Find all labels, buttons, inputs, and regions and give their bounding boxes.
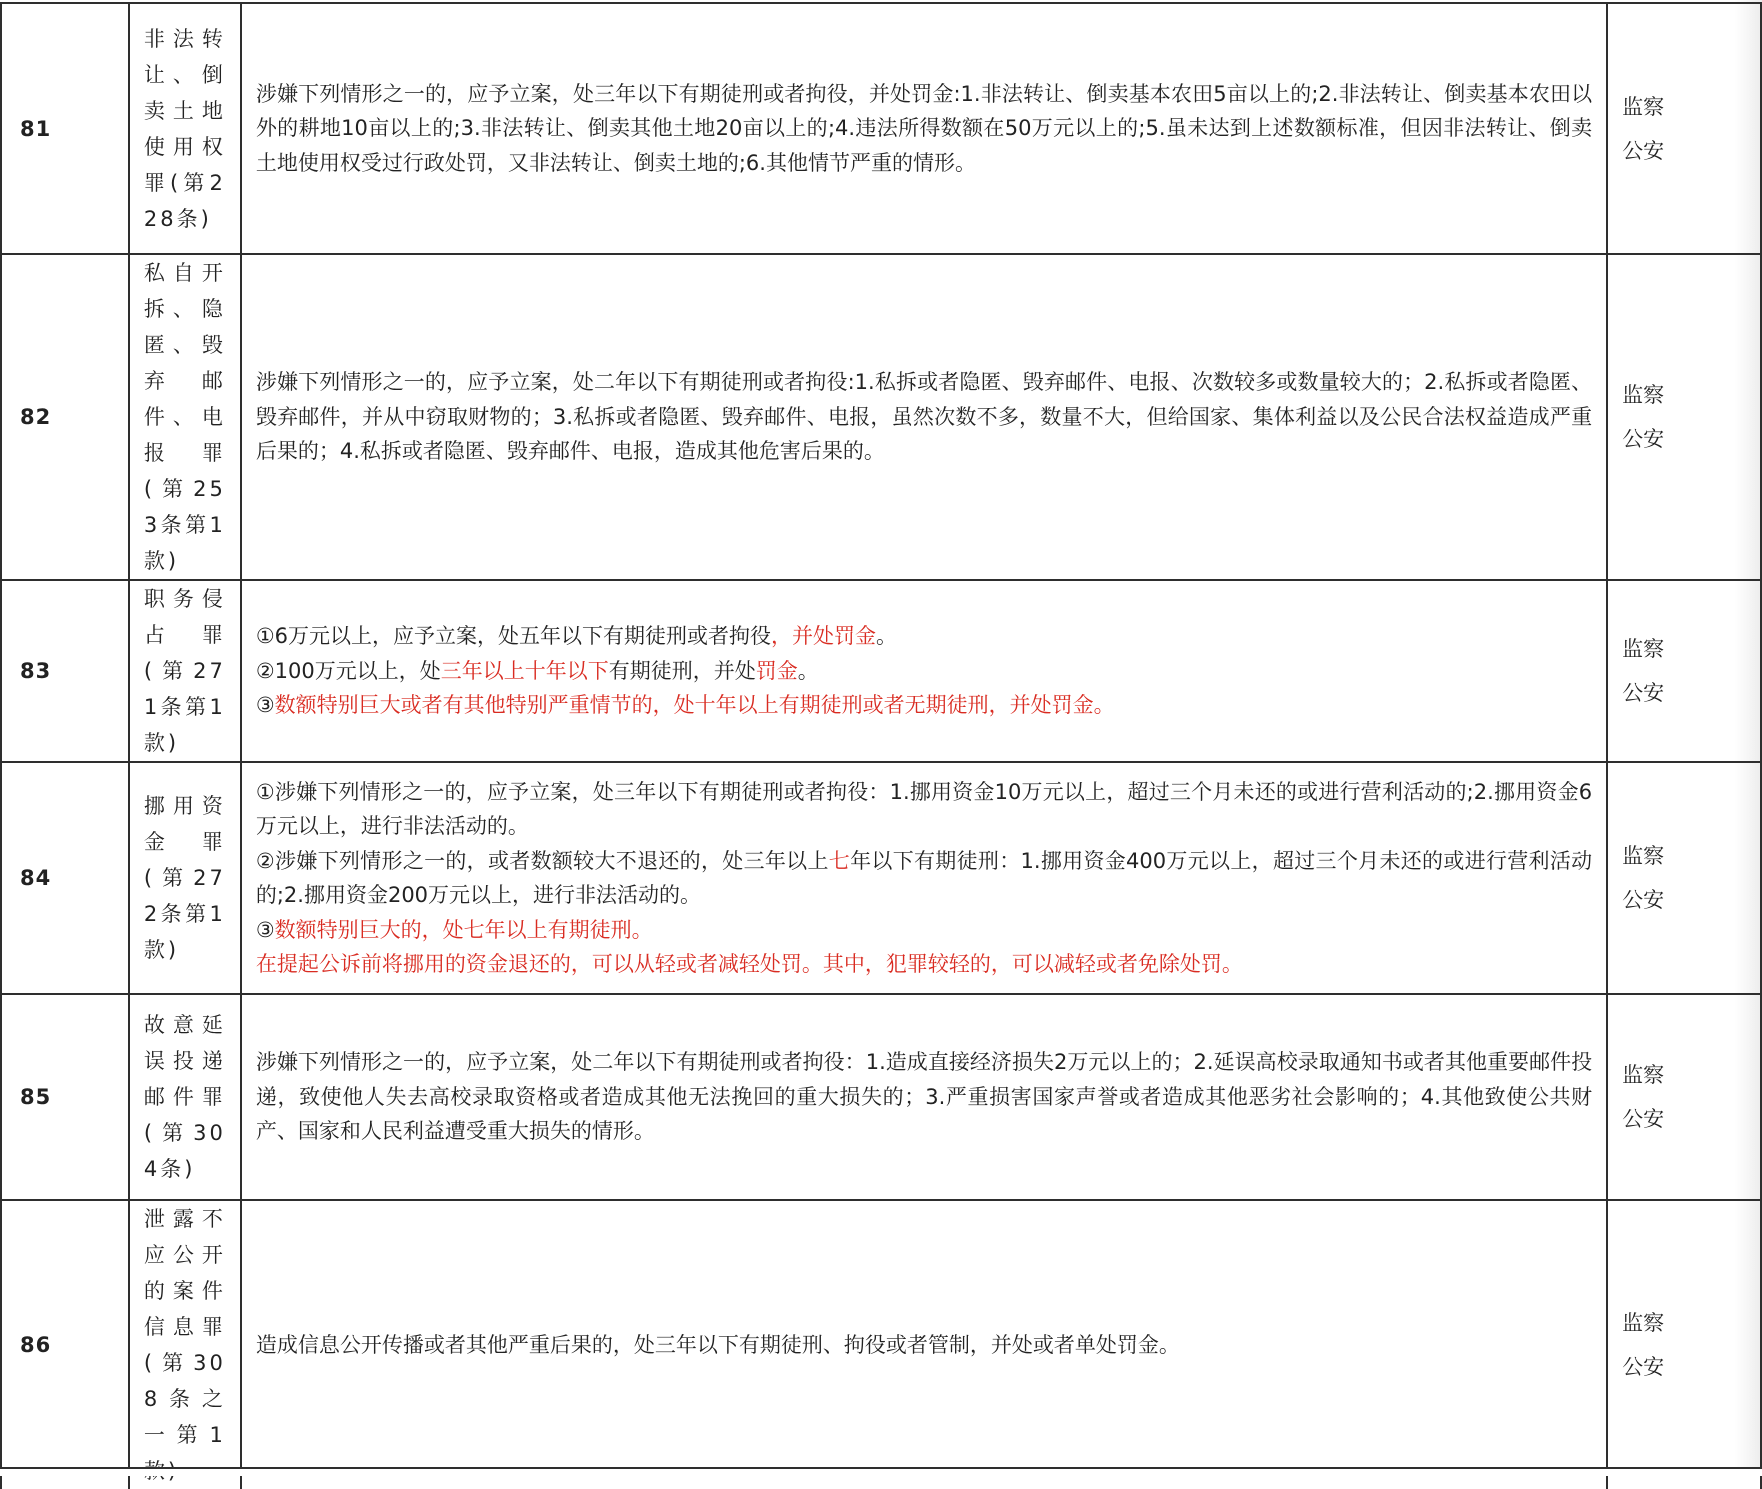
standard-line [256,654,1592,689]
highlighted-text: 数额特别巨大的，处七年以上有期徒刑。 [274,917,653,942]
agency-name: 监察 [1622,1311,1665,1335]
standard-line [256,688,1592,723]
crime-name-cell [129,994,241,1200]
agency-cell [1607,254,1761,580]
crime-name: 职务侵占罪(第271条第1款) [143,587,226,755]
row-number: 85 [20,1085,52,1109]
standard-line [256,365,1592,469]
agency-list [1608,85,1760,173]
agency-cell [1607,1200,1761,1489]
row-number-cell [1,580,129,762]
standard-text: 造成信息公开传播或者其他严重后果的，处三年以下有期徒刑、拘役或者管制，并处或者单处罚金。 [255,1332,1180,1357]
standard-text: ①涉嫌下列情形之一的，应予立案，处三年以下有期徒刑或者拘役：1.挪用资金10万元以上，超过三个月未还的或进行营利活动的;2.挪用资金6万元以上，进行非法活动的。 [255,779,1593,838]
agency-name: 监察 [1622,637,1665,661]
row-number: 84 [20,866,52,890]
filing-standard [242,1045,1606,1149]
agency-name: 监察 [1622,844,1665,868]
standard-line [256,1328,1592,1363]
standard-line [256,775,1592,844]
agency-list [1608,627,1760,715]
standard-text: ②100万元以上，处 [255,658,441,683]
row-number: 86 [20,1333,52,1357]
next-row-edge [0,1467,1762,1476]
standard-text: 。 [797,658,819,683]
standard-text: 涉嫌下列情形之一的，应予立案，处二年以下有期徒刑或者拘役:1.私拆或者隐匿、毁弃邮件、电报、次数较多或数量较大的；2.私拆或者隐匿、毁弃邮件，并从中窃取财物的；3.私拆或者隐匿、毁弃邮件、电报，虽然次数不多，数量不大，但给国家、集体利益以及公民合法权益造成严重后果的；4.私拆或者隐匿、毁弃邮件、电报，造成其他危害后果的。 [255,370,1593,464]
agency-cell [1607,580,1761,762]
standard-text: ③ [255,693,275,718]
row-number: 83 [20,659,52,683]
agency-list [1608,1053,1760,1141]
filing-standard-cell [241,994,1607,1200]
standard-text: 涉嫌下列情形之一的，应予立案，处二年以下有期徒刑或者拘役：1.造成直接经济损失2万元以上的；2.延误高校录取通知书或者其他重要邮件投递，致使他人失去高校录取资格或者造成其他无法挽回的重大损失的；3.严重损害国家声誉或者造成其他恶劣社会影响的；4.其他致使公共财产、国家和人民利益遭受重大损失的情形。 [255,1050,1593,1144]
crime-name-cell [129,1200,241,1489]
crime-name: 非法转让、倒卖土地使用权罪(第228条) [143,26,226,231]
standard-line [256,619,1592,654]
standard-text: ②涉嫌下列情形之一的，或者数额较大不退还的，处三年以上 [255,848,829,873]
standard-text: 年以下有期徒刑：1.挪用资金400万元以上，超过三个月未还的或进行营利活动的;2.挪用资金200万元以上，进行非法活动的。 [255,848,1593,907]
highlighted-text: 数额特别巨大或者有其他特别严重情节的，处十年以上有期徒刑或者无期徒刑，并处罚金。 [274,693,1115,718]
agency-list [1608,373,1760,461]
crime-name: 故意延误投递邮件罪(第304条) [143,1013,226,1181]
standard-text: ①6万元以上，应予立案，处五年以下有期徒刑或者拘役 [255,624,772,649]
crime-row [1,3,1761,254]
highlighted-text: 三年以上十年以下 [440,658,609,683]
agency-name: 监察 [1622,1063,1665,1087]
crime-table-body [1,3,1761,1489]
crime-name: 私自开拆、隐匿、毁弃邮件、电报罪(第253条第1款) [143,261,226,573]
agency-name: 公安 [1622,1355,1665,1379]
agency-name: 公安 [1622,427,1665,451]
crime-name-cell [129,254,241,580]
agency-list [1608,834,1760,922]
filing-standard-cell [241,580,1607,762]
filing-standard [242,365,1606,469]
crime-name-cell [129,580,241,762]
filing-standard [242,77,1606,181]
highlighted-text: 在提起公诉前将挪用的资金退还的，可以从轻或者减轻处罚。其中，犯罪较轻的，可以减轻或者免除处罚。 [255,952,1243,976]
filing-standard-cell [241,3,1607,254]
crime-row [1,994,1761,1200]
highlighted-text: 罚金 [755,658,798,683]
highlighted-text: 七 [828,848,851,873]
standard-text: 有期徒刑，并处 [608,658,756,683]
crime-name-cell [129,3,241,254]
row-number-cell [1,1200,129,1489]
filing-standard-cell [241,254,1607,580]
standard-line [256,913,1592,948]
crime-table [0,2,1762,1489]
filing-standard-cell [241,1200,1607,1489]
agency-name: 公安 [1622,1107,1665,1131]
agency-name: 监察 [1622,383,1665,407]
row-number-cell [1,994,129,1200]
standard-line [256,77,1592,181]
crime-name: 挪用资金罪(第272条第1款) [143,794,226,962]
agency-name: 监察 [1622,94,1665,119]
standard-text: 涉嫌下列情形之一的，应予立案，处三年以下有期徒刑或者拘役，并处罚金:1.非法转让、倒卖基本农田5亩以上的;2.非法转让、倒卖基本农田以外的耕地10亩以上的;3.非法转让、倒卖其他土地20亩以上的;4.违法所得数额在50万元以上的;5.虽未达到上述数额标准，但因非法转让、倒卖土地使用权受过行政处罚，又非法转让、倒卖土地的;6.其他情节严重的情形。 [255,81,1593,175]
crime-row [1,580,1761,762]
standard-line [256,844,1592,913]
row-number-cell [1,762,129,994]
agency-cell [1607,3,1761,254]
filing-standard [242,619,1606,723]
standard-text: 。 [876,624,898,649]
standard-line [256,947,1592,982]
standard-text: ③ [255,917,275,942]
standard-line [256,1045,1592,1149]
agency-list [1608,1301,1760,1389]
row-number-cell [1,254,129,580]
agency-cell [1607,994,1761,1200]
filing-standard-cell [241,762,1607,994]
crime-row [1,762,1761,994]
filing-standard [242,775,1606,982]
row-number: 81 [20,116,52,141]
agency-cell [1607,762,1761,994]
crime-row [1,1200,1761,1489]
filing-standard [242,1328,1606,1363]
row-number-cell [1,3,129,254]
crime-name-cell [129,762,241,994]
agency-name: 公安 [1622,681,1665,705]
crime-row [1,254,1761,580]
row-number: 82 [20,405,52,429]
agency-name: 公安 [1622,888,1665,912]
agency-name: 公安 [1622,138,1665,163]
highlighted-text: ，并处罚金 [771,624,877,649]
crime-name: 泄露不应公开的案件信息罪(第308条之一第1 [143,1207,226,1447]
